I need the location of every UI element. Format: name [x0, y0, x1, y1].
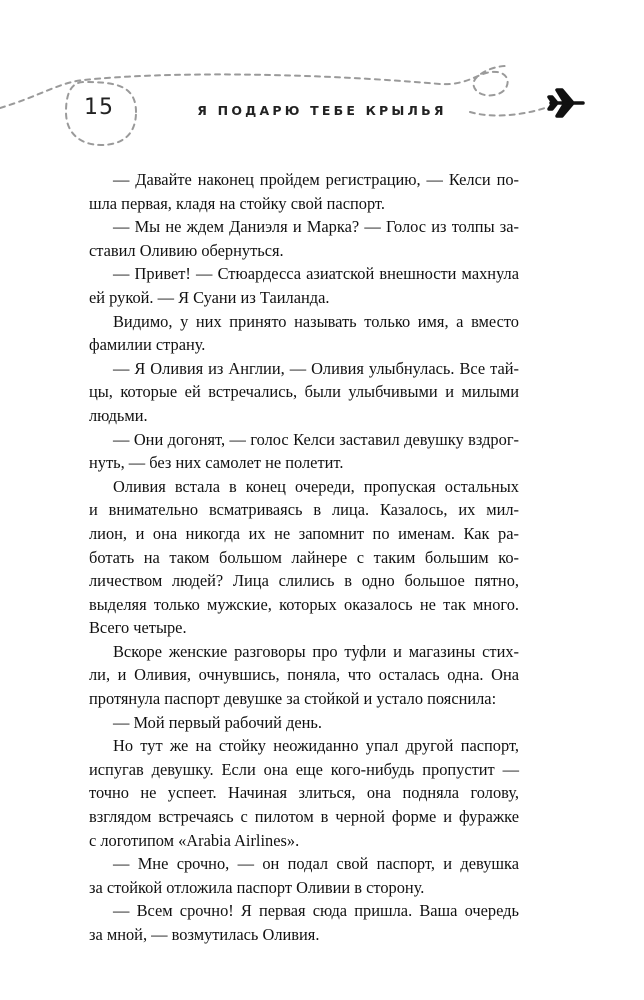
text-line: — Всем срочно! Я первая сюда пришла. Ваша очередь	[113, 901, 519, 921]
text-line: ботать на таком большом лайнере с таким большим ко-	[89, 547, 519, 567]
paragraph	[89, 734, 519, 852]
paragraph	[89, 357, 519, 428]
text-line: с логотипом «Arabia Airlines».	[89, 830, 300, 850]
paragraph	[89, 899, 519, 946]
text-line: — Я Оливия из Англии, — Оливия улыбнулась. Все тай-	[113, 358, 519, 378]
text-line: испугав девушку. Если она еще кого-нибудь пропустит —	[89, 759, 519, 779]
text-line: Оливия встала в конец очереди, пропуская остальных	[113, 476, 519, 496]
text-line: людьми.	[89, 405, 148, 425]
page-number: 15	[84, 95, 114, 120]
text-line: — Мне срочно, — он подал свой паспорт, и девушка	[113, 854, 519, 874]
paragraph	[89, 428, 519, 475]
paragraph	[89, 310, 519, 357]
text-line: ей рукой. — Я Суани из Таиланда.	[89, 287, 330, 307]
text-line: протянула паспорт девушке за стойкой и устало пояснила:	[89, 689, 497, 709]
text-line: Но тут же на стойку неожиданно упал другой паспорт,	[113, 736, 519, 756]
text-line: фамилии страну.	[89, 335, 206, 355]
text-line: за стойкой отложила паспорт Оливии в сторону.	[89, 877, 425, 897]
text-line: Вскоре женские разговоры про туфли и магазины стих-	[113, 641, 519, 661]
dashed-flight-path	[0, 66, 508, 108]
text-line: — Мой первый рабочий день.	[113, 712, 323, 732]
text-line: и внимательно всматриваясь в лица. Казалось, их мил-	[89, 500, 519, 520]
text-line: ли, и Оливия, очнувшись, поняла, что осталась одна. Она	[89, 665, 519, 685]
text-line: Видимо, у них принято называть только имя, а вместо	[113, 311, 519, 331]
paragraph	[89, 852, 519, 899]
paragraph	[89, 711, 519, 735]
text-line: лион, и она никогда их не запомнит по именам. Как ра-	[89, 523, 519, 543]
text-line: — Давайте наконец пройдем регистрацию, — Келси по-	[113, 170, 519, 189]
text-line: цы, которые ей встречались, были улыбчивыми и милыми	[89, 382, 519, 402]
running-title: Я ПОДАРЮ ТЕБЕ КРЫЛЬЯ	[197, 103, 447, 118]
paragraph	[89, 640, 519, 711]
paragraph	[89, 262, 519, 309]
text-line: — Они догонят, — голос Келси заставил девушку вздрог-	[113, 429, 519, 449]
text-line: за мной, — возмутилась Оливия.	[89, 925, 320, 944]
text-line: Всего четыре.	[89, 618, 187, 638]
text-line: нуть, — без них самолет не полетит.	[89, 453, 344, 473]
paragraph	[89, 168, 519, 215]
text-line: точно не успеет. Начиная злиться, она подняла голову,	[89, 783, 519, 803]
paragraph	[89, 215, 519, 262]
text-line: личеством людей? Лица слились в одно большое пятно,	[89, 571, 519, 591]
text-line: — Привет! — Стюардесса азиатской внешности махнула	[113, 264, 519, 284]
text-line: выделяя только мужские, которых оказалось не так много.	[89, 594, 519, 614]
text-line: ставил Оливию обернуться.	[89, 240, 284, 260]
header-decoration	[0, 0, 644, 170]
text-line: взглядом встречаясь с пилотом в черной форме и фуражке	[89, 807, 519, 827]
text-line: — Мы не ждем Даниэля и Марка? — Голос из толпы за-	[113, 217, 519, 237]
body-text	[89, 168, 519, 947]
paragraph	[89, 475, 519, 640]
text-line: шла первая, кладя на стойку свой паспорт.	[89, 193, 385, 213]
